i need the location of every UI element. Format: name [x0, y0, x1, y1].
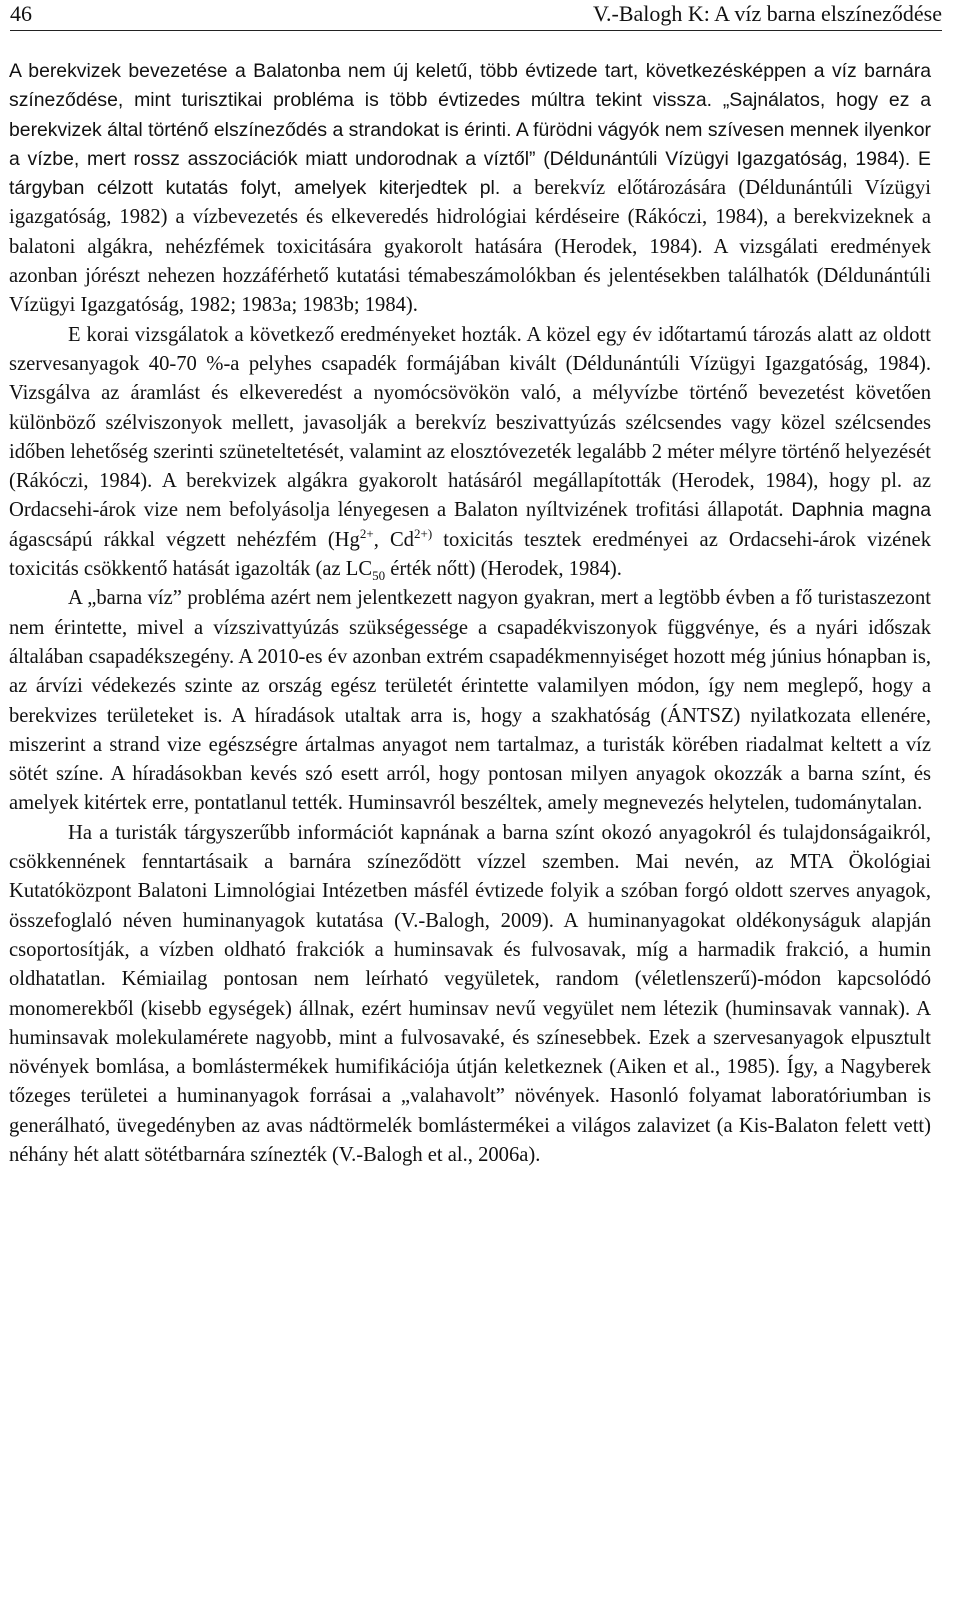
paragraph-1-run-1: A berekvizek bevezetése a Balatonba nem új keletű, több évtizede tart, következésképpen a víz barnára színeződése, mint turisztikai probléma is több évtizedes múltra tekint vissza. „Sajnálatos, hogy ez a berekvizek által történő elszíneződés a strandokat is érinti. A fürödni vágyók nem szívesen mennek ilyenkor a vízbe, mert rossz asszociációk miatt undorodnak a víztől” (Déldunántúli Vízügyi Igazgatóság, 1984). E tárgyban célzott kutatás folyt, amelyek kiterjedtek pl.	[9, 60, 931, 200]
paragraph-2	[9, 321, 931, 585]
page-number: 46	[10, 1, 32, 26]
paragraph-1-run-2: a berekvíz előtározására (Déldunántúli Vízügyi igazgatóság, 1982) a vízbevezetés és elkeveredés hidrológiai kérdéseire (Rákóczi, 1984), a berekvizeknek a balatoni algákra, nehézfémek toxicitására gyakorolt hatására (Herodek, 1984). A vizsgálati eredmények azonban jórészt nehezen hozzáférhető kutatási témabeszámolókban és jelentésekben találhatók (Déldunántúli Vízügyi Igazgatóság, 1982; 1983a; 1983b; 1984).	[9, 177, 931, 317]
species-name: Daphnia magna	[791, 499, 931, 522]
superscript-cd: 2+)	[413, 525, 433, 541]
paragraph-4-run-1: Ha a turisták tárgyszerűbb információt kapnának a barna színt okozó anyagokról és tulajdonságaikról, csökkennének fenntartásaik a barnára színeződött vízzel szemben. Mai nevén, az MTA Ökológiai Kutatóközpont Balatoni Limnológiai Intézetben másfél évtizede folyik a szóban forgó oldott szerves anyagok, összefoglaló néven huminanyagok kutatása (V.-Balogh, 2009). A huminanyagokat oldékonyságuk alapján csoportosítják, a vízben oldható frakciók a huminsavak és fulvosavak, míg a harmadik frakció, a humin oldhatatlan. Kémiailag pontosan nem leírható vegyületek, random (véletlenszerű)-módon kapcsolódó monomerekből (kisebb egységek) állnak, ezért huminsav nevű vegyület nem létezik (huminsavak vannak). A huminsavak molekulamérete nagyobb, mint a fulvosavaké, és színesebbek. Ezek a szervesanyagok elpusztult növények bomlása, a bomlástermékek humifikációja útján keletkeznek (Aiken et al., 1985). Így, a Nagyberek tőzeges területei a huminanyagok forrásai a „valahavolt” növények. Hasonló folyamat laboratóriumban is generálható, üvegedényben az avas nádtörmelék bomlástermékei a világos zalavizet (a Kis-Balaton felett vett) néhány hét alatt sötétbarnára színezték (V.-Balogh et al., 2006a).	[9, 821, 931, 1166]
paragraph-3-run-1: A „barna víz” probléma azért nem jelentkezett nagyon gyakran, mert a legtöbb évben a fő turistaszezont nem érintette, mivel a vízszivattyúzás szükségessége a csapadékviszonyok függvénye, és a nyári időszak általában csapadékszegény. A 2010-es év azonban extrém csapadékmennyiséget hozott még június hónapban is, az árvízi védekezés szinte az ország egész területét érintette valamilyen módon, így nem meglepő, hogy a berekvizes területeket is. A híradások utaltak arra is, hogy a szakhatóság (ÁNTSZ) nyilatkozata ellenére, miszerint a strand vize egészségre ártalmas anyagot nem tartalmaz, a turisták körében riadalmat keltett a víz sötét színe. A híradásokban kevés szó esett arról, hogy pontosan milyen anyagok okozzák a barna színt, és amelyek kitértek erre, pontatlanul tették. Huminsavról beszéltek, amely megnevezés helytelen, tudománytalan.	[9, 587, 931, 815]
paragraph-2-run-7: toxicitás tesztek eredményei az Ordacsehi-árok vizének toxicitás csökkentő hatását igazolták (az LC	[9, 528, 931, 581]
body-text	[9, 57, 931, 1170]
superscript-hg: 2+	[359, 525, 374, 541]
paragraph-1	[9, 57, 931, 321]
paragraph-2-run-5: , Cd	[373, 528, 414, 551]
paragraph-4	[9, 819, 931, 1171]
running-title: V.-Balogh K: A víz barna elszíneződése	[592, 1, 942, 26]
subscript-lc50: 50	[372, 568, 386, 584]
paragraph-2-run-9: érték nőtt) (Herodek, 1984).	[385, 558, 622, 581]
page-header	[10, 0, 942, 31]
paragraph-2-run-1: E korai vizsgálatok a következő eredményeket hozták. A közel egy év időtartamú tározás alatt az oldott szervesanyagok 40-70 %-a pelyhes csapadék formájában kivált (Déldunántúli Vízügyi Igazgatóság, 1984). Vizsgálva az áramlást és elkeveredést a nyomócsövökön való, a mélyvízbe történő bevezetést követően különböző szélviszonyok mellett, javasolják a berekvíz beszivattyúzás szélcsendes vagy közel szélcsendes időben lehetőség szerinti szüneteltetését, valamint az elosztóvezeték legalább 2 méter mélyre történő helyezését (Rákóczi, 1984). A berekvizek algákra gyakorolt hatásáról megállapították (Herodek, 1984), hogy pl. az Ordacsehi-árok vize nem befolyásolja lényegesen a Balaton nyíltvizének trofitási állapotát.	[9, 323, 931, 522]
paragraph-2-run-3: ágascsápú rákkal végzett nehézfém (Hg	[9, 528, 360, 551]
paragraph-3	[9, 584, 931, 818]
